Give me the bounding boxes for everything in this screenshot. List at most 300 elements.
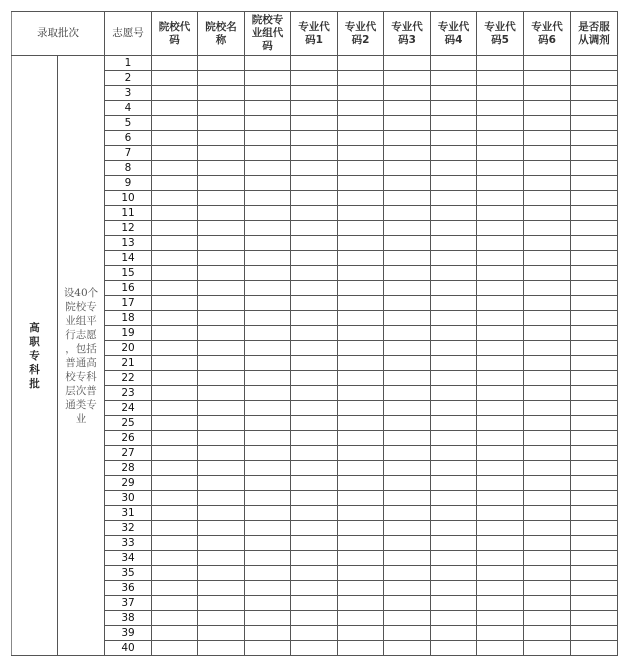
input-cell-col-2[interactable] [198, 386, 245, 401]
input-cell-col-6[interactable] [384, 386, 431, 401]
input-cell-col-4[interactable] [291, 236, 338, 251]
input-cell-col-7[interactable] [431, 566, 477, 581]
input-cell-col-3[interactable] [245, 191, 291, 206]
input-cell-col-8[interactable] [477, 596, 524, 611]
input-cell-col-8[interactable] [477, 506, 524, 521]
input-cell-col-3[interactable] [245, 461, 291, 476]
input-cell-col-6[interactable] [384, 281, 431, 296]
input-cell-col-7[interactable] [431, 461, 477, 476]
input-cell-col-9[interactable] [524, 131, 571, 146]
input-cell-col-2[interactable] [198, 101, 245, 116]
input-cell-col-7[interactable] [431, 581, 477, 596]
input-cell-col-1[interactable] [152, 416, 198, 431]
input-cell-col-4[interactable] [291, 326, 338, 341]
input-cell-col-3[interactable] [245, 146, 291, 161]
input-cell-col-6[interactable] [384, 101, 431, 116]
input-cell-col-1[interactable] [152, 491, 198, 506]
input-cell-col-10[interactable] [571, 491, 618, 506]
input-cell-col-7[interactable] [431, 311, 477, 326]
input-cell-col-3[interactable] [245, 386, 291, 401]
input-cell-col-8[interactable] [477, 161, 524, 176]
input-cell-col-2[interactable] [198, 551, 245, 566]
input-cell-col-2[interactable] [198, 521, 245, 536]
input-cell-col-6[interactable] [384, 626, 431, 641]
input-cell-col-8[interactable] [477, 641, 524, 656]
input-cell-col-2[interactable] [198, 476, 245, 491]
input-cell-col-8[interactable] [477, 311, 524, 326]
input-cell-col-4[interactable] [291, 401, 338, 416]
input-cell-col-9[interactable] [524, 611, 571, 626]
input-cell-col-1[interactable] [152, 521, 198, 536]
input-cell-col-6[interactable] [384, 536, 431, 551]
input-cell-col-3[interactable] [245, 416, 291, 431]
input-cell-col-6[interactable] [384, 86, 431, 101]
input-cell-col-2[interactable] [198, 536, 245, 551]
input-cell-col-1[interactable] [152, 401, 198, 416]
input-cell-col-10[interactable] [571, 641, 618, 656]
input-cell-col-1[interactable] [152, 431, 198, 446]
input-cell-col-6[interactable] [384, 431, 431, 446]
input-cell-col-5[interactable] [338, 371, 384, 386]
input-cell-col-3[interactable] [245, 101, 291, 116]
input-cell-col-5[interactable] [338, 176, 384, 191]
input-cell-col-10[interactable] [571, 146, 618, 161]
input-cell-col-3[interactable] [245, 491, 291, 506]
input-cell-col-1[interactable] [152, 566, 198, 581]
input-cell-col-8[interactable] [477, 86, 524, 101]
input-cell-col-3[interactable] [245, 161, 291, 176]
input-cell-col-7[interactable] [431, 536, 477, 551]
input-cell-col-2[interactable] [198, 461, 245, 476]
input-cell-col-10[interactable] [571, 611, 618, 626]
input-cell-col-5[interactable] [338, 431, 384, 446]
input-cell-col-10[interactable] [571, 536, 618, 551]
input-cell-col-4[interactable] [291, 596, 338, 611]
input-cell-col-1[interactable] [152, 101, 198, 116]
input-cell-col-10[interactable] [571, 101, 618, 116]
input-cell-col-4[interactable] [291, 386, 338, 401]
input-cell-col-4[interactable] [291, 446, 338, 461]
input-cell-col-2[interactable] [198, 146, 245, 161]
input-cell-col-1[interactable] [152, 506, 198, 521]
input-cell-col-10[interactable] [571, 551, 618, 566]
input-cell-col-3[interactable] [245, 566, 291, 581]
input-cell-col-5[interactable] [338, 191, 384, 206]
input-cell-col-2[interactable] [198, 86, 245, 101]
input-cell-col-2[interactable] [198, 491, 245, 506]
input-cell-col-9[interactable] [524, 146, 571, 161]
input-cell-col-5[interactable] [338, 71, 384, 86]
input-cell-col-2[interactable] [198, 506, 245, 521]
input-cell-col-9[interactable] [524, 116, 571, 131]
input-cell-col-2[interactable] [198, 401, 245, 416]
input-cell-col-5[interactable] [338, 641, 384, 656]
input-cell-col-1[interactable] [152, 131, 198, 146]
input-cell-col-6[interactable] [384, 461, 431, 476]
input-cell-col-7[interactable] [431, 416, 477, 431]
input-cell-col-8[interactable] [477, 371, 524, 386]
input-cell-col-2[interactable] [198, 206, 245, 221]
input-cell-col-10[interactable] [571, 296, 618, 311]
input-cell-col-3[interactable] [245, 266, 291, 281]
input-cell-col-6[interactable] [384, 611, 431, 626]
input-cell-col-3[interactable] [245, 596, 291, 611]
input-cell-col-5[interactable] [338, 296, 384, 311]
input-cell-col-1[interactable] [152, 281, 198, 296]
input-cell-col-5[interactable] [338, 56, 384, 71]
input-cell-col-7[interactable] [431, 251, 477, 266]
input-cell-col-1[interactable] [152, 341, 198, 356]
input-cell-col-2[interactable] [198, 236, 245, 251]
input-cell-col-3[interactable] [245, 551, 291, 566]
input-cell-col-1[interactable] [152, 641, 198, 656]
input-cell-col-10[interactable] [571, 446, 618, 461]
input-cell-col-1[interactable] [152, 326, 198, 341]
input-cell-col-10[interactable] [571, 206, 618, 221]
input-cell-col-10[interactable] [571, 416, 618, 431]
input-cell-col-5[interactable] [338, 536, 384, 551]
input-cell-col-10[interactable] [571, 626, 618, 641]
input-cell-col-9[interactable] [524, 176, 571, 191]
input-cell-col-6[interactable] [384, 581, 431, 596]
input-cell-col-5[interactable] [338, 596, 384, 611]
input-cell-col-6[interactable] [384, 356, 431, 371]
input-cell-col-6[interactable] [384, 266, 431, 281]
input-cell-col-9[interactable] [524, 356, 571, 371]
input-cell-col-8[interactable] [477, 266, 524, 281]
input-cell-col-10[interactable] [571, 86, 618, 101]
input-cell-col-4[interactable] [291, 491, 338, 506]
input-cell-col-5[interactable] [338, 221, 384, 236]
input-cell-col-7[interactable] [431, 431, 477, 446]
input-cell-col-4[interactable] [291, 251, 338, 266]
input-cell-col-2[interactable] [198, 431, 245, 446]
input-cell-col-9[interactable] [524, 371, 571, 386]
input-cell-col-3[interactable] [245, 206, 291, 221]
input-cell-col-3[interactable] [245, 431, 291, 446]
input-cell-col-4[interactable] [291, 191, 338, 206]
input-cell-col-8[interactable] [477, 611, 524, 626]
input-cell-col-6[interactable] [384, 131, 431, 146]
input-cell-col-10[interactable] [571, 461, 618, 476]
input-cell-col-2[interactable] [198, 221, 245, 236]
input-cell-col-3[interactable] [245, 356, 291, 371]
input-cell-col-4[interactable] [291, 101, 338, 116]
input-cell-col-8[interactable] [477, 446, 524, 461]
input-cell-col-9[interactable] [524, 71, 571, 86]
input-cell-col-10[interactable] [571, 401, 618, 416]
input-cell-col-9[interactable] [524, 596, 571, 611]
input-cell-col-5[interactable] [338, 581, 384, 596]
input-cell-col-8[interactable] [477, 131, 524, 146]
input-cell-col-5[interactable] [338, 266, 384, 281]
input-cell-col-7[interactable] [431, 401, 477, 416]
input-cell-col-10[interactable] [571, 431, 618, 446]
input-cell-col-10[interactable] [571, 71, 618, 86]
input-cell-col-9[interactable] [524, 251, 571, 266]
input-cell-col-7[interactable] [431, 206, 477, 221]
input-cell-col-6[interactable] [384, 176, 431, 191]
input-cell-col-6[interactable] [384, 401, 431, 416]
input-cell-col-7[interactable] [431, 131, 477, 146]
input-cell-col-6[interactable] [384, 446, 431, 461]
input-cell-col-1[interactable] [152, 266, 198, 281]
input-cell-col-8[interactable] [477, 176, 524, 191]
input-cell-col-10[interactable] [571, 581, 618, 596]
input-cell-col-1[interactable] [152, 536, 198, 551]
input-cell-col-9[interactable] [524, 86, 571, 101]
input-cell-col-9[interactable] [524, 221, 571, 236]
input-cell-col-8[interactable] [477, 401, 524, 416]
input-cell-col-3[interactable] [245, 446, 291, 461]
input-cell-col-9[interactable] [524, 476, 571, 491]
input-cell-col-1[interactable] [152, 86, 198, 101]
input-cell-col-8[interactable] [477, 461, 524, 476]
input-cell-col-4[interactable] [291, 626, 338, 641]
input-cell-col-5[interactable] [338, 146, 384, 161]
input-cell-col-6[interactable] [384, 596, 431, 611]
input-cell-col-9[interactable] [524, 566, 571, 581]
input-cell-col-4[interactable] [291, 506, 338, 521]
input-cell-col-1[interactable] [152, 596, 198, 611]
input-cell-col-5[interactable] [338, 251, 384, 266]
input-cell-col-9[interactable] [524, 386, 571, 401]
input-cell-col-5[interactable] [338, 491, 384, 506]
input-cell-col-3[interactable] [245, 371, 291, 386]
input-cell-col-7[interactable] [431, 446, 477, 461]
input-cell-col-4[interactable] [291, 116, 338, 131]
input-cell-col-5[interactable] [338, 341, 384, 356]
input-cell-col-4[interactable] [291, 476, 338, 491]
input-cell-col-1[interactable] [152, 56, 198, 71]
input-cell-col-5[interactable] [338, 611, 384, 626]
input-cell-col-3[interactable] [245, 626, 291, 641]
input-cell-col-2[interactable] [198, 176, 245, 191]
input-cell-col-2[interactable] [198, 281, 245, 296]
input-cell-col-5[interactable] [338, 476, 384, 491]
input-cell-col-4[interactable] [291, 281, 338, 296]
input-cell-col-6[interactable] [384, 206, 431, 221]
input-cell-col-7[interactable] [431, 146, 477, 161]
input-cell-col-2[interactable] [198, 311, 245, 326]
input-cell-col-6[interactable] [384, 476, 431, 491]
input-cell-col-2[interactable] [198, 296, 245, 311]
input-cell-col-9[interactable] [524, 311, 571, 326]
input-cell-col-3[interactable] [245, 401, 291, 416]
input-cell-col-1[interactable] [152, 116, 198, 131]
input-cell-col-3[interactable] [245, 131, 291, 146]
input-cell-col-5[interactable] [338, 416, 384, 431]
input-cell-col-4[interactable] [291, 416, 338, 431]
input-cell-col-9[interactable] [524, 296, 571, 311]
input-cell-col-10[interactable] [571, 326, 618, 341]
input-cell-col-1[interactable] [152, 626, 198, 641]
input-cell-col-3[interactable] [245, 536, 291, 551]
input-cell-col-1[interactable] [152, 161, 198, 176]
input-cell-col-9[interactable] [524, 281, 571, 296]
input-cell-col-5[interactable] [338, 131, 384, 146]
input-cell-col-4[interactable] [291, 311, 338, 326]
input-cell-col-9[interactable] [524, 326, 571, 341]
input-cell-col-7[interactable] [431, 176, 477, 191]
input-cell-col-10[interactable] [571, 356, 618, 371]
input-cell-col-5[interactable] [338, 356, 384, 371]
input-cell-col-8[interactable] [477, 491, 524, 506]
input-cell-col-3[interactable] [245, 521, 291, 536]
input-cell-col-10[interactable] [571, 281, 618, 296]
input-cell-col-3[interactable] [245, 56, 291, 71]
input-cell-col-8[interactable] [477, 386, 524, 401]
input-cell-col-4[interactable] [291, 521, 338, 536]
input-cell-col-9[interactable] [524, 551, 571, 566]
input-cell-col-4[interactable] [291, 641, 338, 656]
input-cell-col-9[interactable] [524, 161, 571, 176]
input-cell-col-8[interactable] [477, 551, 524, 566]
input-cell-col-6[interactable] [384, 566, 431, 581]
input-cell-col-8[interactable] [477, 536, 524, 551]
input-cell-col-10[interactable] [571, 161, 618, 176]
input-cell-col-7[interactable] [431, 611, 477, 626]
input-cell-col-2[interactable] [198, 266, 245, 281]
input-cell-col-7[interactable] [431, 191, 477, 206]
input-cell-col-4[interactable] [291, 611, 338, 626]
input-cell-col-10[interactable] [571, 371, 618, 386]
input-cell-col-2[interactable] [198, 356, 245, 371]
input-cell-col-4[interactable] [291, 296, 338, 311]
input-cell-col-4[interactable] [291, 206, 338, 221]
input-cell-col-9[interactable] [524, 521, 571, 536]
input-cell-col-5[interactable] [338, 206, 384, 221]
input-cell-col-8[interactable] [477, 581, 524, 596]
input-cell-col-7[interactable] [431, 386, 477, 401]
input-cell-col-5[interactable] [338, 161, 384, 176]
input-cell-col-4[interactable] [291, 71, 338, 86]
input-cell-col-2[interactable] [198, 596, 245, 611]
input-cell-col-3[interactable] [245, 641, 291, 656]
input-cell-col-6[interactable] [384, 506, 431, 521]
input-cell-col-1[interactable] [152, 221, 198, 236]
input-cell-col-3[interactable] [245, 311, 291, 326]
input-cell-col-8[interactable] [477, 521, 524, 536]
input-cell-col-9[interactable] [524, 236, 571, 251]
input-cell-col-2[interactable] [198, 131, 245, 146]
input-cell-col-9[interactable] [524, 536, 571, 551]
input-cell-col-6[interactable] [384, 191, 431, 206]
input-cell-col-7[interactable] [431, 491, 477, 506]
input-cell-col-1[interactable] [152, 176, 198, 191]
input-cell-col-7[interactable] [431, 521, 477, 536]
input-cell-col-3[interactable] [245, 176, 291, 191]
input-cell-col-7[interactable] [431, 596, 477, 611]
input-cell-col-9[interactable] [524, 206, 571, 221]
input-cell-col-10[interactable] [571, 116, 618, 131]
input-cell-col-7[interactable] [431, 551, 477, 566]
input-cell-col-3[interactable] [245, 281, 291, 296]
input-cell-col-6[interactable] [384, 491, 431, 506]
input-cell-col-8[interactable] [477, 71, 524, 86]
input-cell-col-5[interactable] [338, 551, 384, 566]
input-cell-col-2[interactable] [198, 626, 245, 641]
input-cell-col-3[interactable] [245, 251, 291, 266]
input-cell-col-4[interactable] [291, 131, 338, 146]
input-cell-col-5[interactable] [338, 281, 384, 296]
input-cell-col-1[interactable] [152, 371, 198, 386]
input-cell-col-8[interactable] [477, 356, 524, 371]
input-cell-col-7[interactable] [431, 371, 477, 386]
input-cell-col-1[interactable] [152, 296, 198, 311]
input-cell-col-1[interactable] [152, 146, 198, 161]
input-cell-col-10[interactable] [571, 56, 618, 71]
input-cell-col-5[interactable] [338, 86, 384, 101]
input-cell-col-9[interactable] [524, 56, 571, 71]
input-cell-col-7[interactable] [431, 56, 477, 71]
input-cell-col-7[interactable] [431, 236, 477, 251]
input-cell-col-7[interactable] [431, 476, 477, 491]
input-cell-col-10[interactable] [571, 131, 618, 146]
input-cell-col-8[interactable] [477, 341, 524, 356]
input-cell-col-10[interactable] [571, 311, 618, 326]
input-cell-col-4[interactable] [291, 161, 338, 176]
input-cell-col-1[interactable] [152, 581, 198, 596]
input-cell-col-5[interactable] [338, 626, 384, 641]
input-cell-col-7[interactable] [431, 161, 477, 176]
input-cell-col-1[interactable] [152, 206, 198, 221]
input-cell-col-9[interactable] [524, 461, 571, 476]
input-cell-col-10[interactable] [571, 506, 618, 521]
input-cell-col-5[interactable] [338, 311, 384, 326]
input-cell-col-9[interactable] [524, 431, 571, 446]
input-cell-col-3[interactable] [245, 581, 291, 596]
input-cell-col-8[interactable] [477, 191, 524, 206]
input-cell-col-4[interactable] [291, 176, 338, 191]
input-cell-col-8[interactable] [477, 221, 524, 236]
input-cell-col-8[interactable] [477, 281, 524, 296]
input-cell-col-4[interactable] [291, 221, 338, 236]
input-cell-col-1[interactable] [152, 551, 198, 566]
input-cell-col-4[interactable] [291, 86, 338, 101]
input-cell-col-7[interactable] [431, 116, 477, 131]
input-cell-col-2[interactable] [198, 71, 245, 86]
input-cell-col-7[interactable] [431, 101, 477, 116]
input-cell-col-9[interactable] [524, 581, 571, 596]
input-cell-col-1[interactable] [152, 71, 198, 86]
input-cell-col-5[interactable] [338, 521, 384, 536]
input-cell-col-4[interactable] [291, 371, 338, 386]
input-cell-col-9[interactable] [524, 401, 571, 416]
input-cell-col-2[interactable] [198, 341, 245, 356]
input-cell-col-6[interactable] [384, 521, 431, 536]
input-cell-col-8[interactable] [477, 416, 524, 431]
input-cell-col-3[interactable] [245, 296, 291, 311]
input-cell-col-10[interactable] [571, 476, 618, 491]
input-cell-col-8[interactable] [477, 101, 524, 116]
input-cell-col-5[interactable] [338, 326, 384, 341]
input-cell-col-3[interactable] [245, 611, 291, 626]
input-cell-col-4[interactable] [291, 56, 338, 71]
input-cell-col-1[interactable] [152, 476, 198, 491]
input-cell-col-9[interactable] [524, 506, 571, 521]
input-cell-col-10[interactable] [571, 191, 618, 206]
input-cell-col-5[interactable] [338, 461, 384, 476]
input-cell-col-6[interactable] [384, 371, 431, 386]
input-cell-col-7[interactable] [431, 281, 477, 296]
input-cell-col-6[interactable] [384, 251, 431, 266]
input-cell-col-3[interactable] [245, 476, 291, 491]
input-cell-col-6[interactable] [384, 56, 431, 71]
input-cell-col-9[interactable] [524, 641, 571, 656]
input-cell-col-6[interactable] [384, 71, 431, 86]
input-cell-col-8[interactable] [477, 206, 524, 221]
